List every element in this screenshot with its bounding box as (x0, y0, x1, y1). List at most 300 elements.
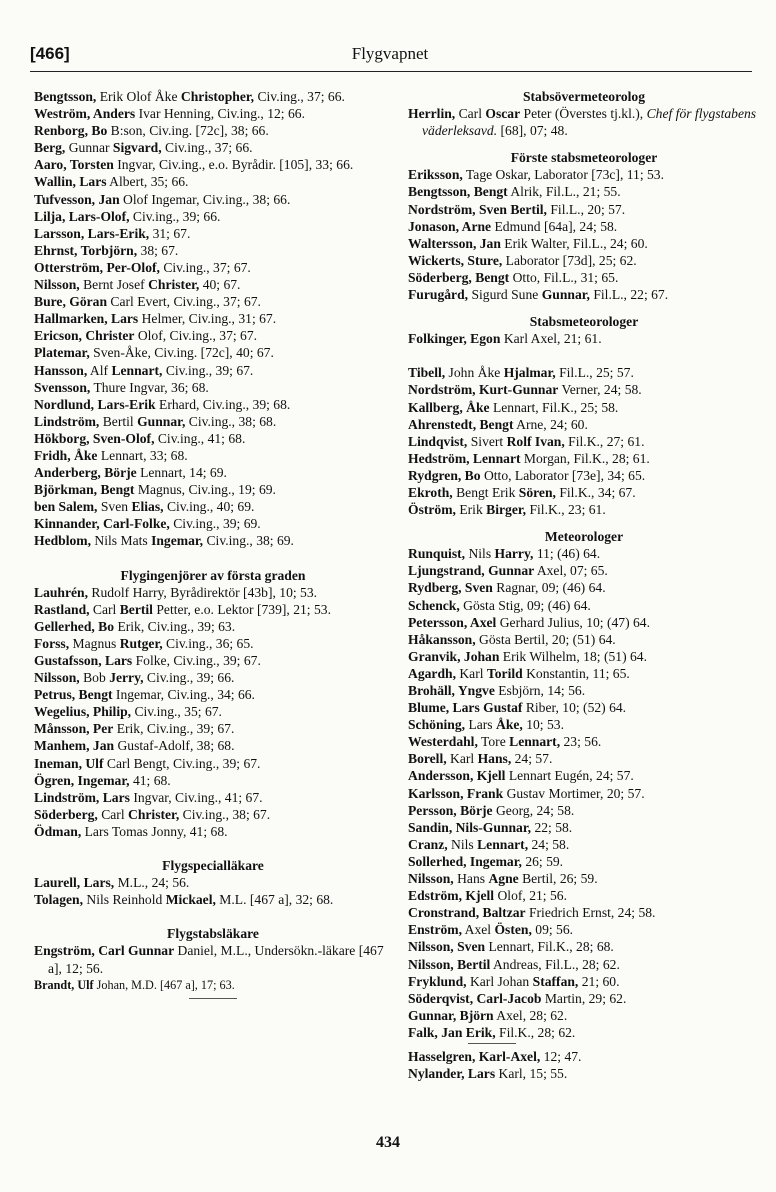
register-entry (408, 973, 760, 990)
entry-details: Bertil (99, 413, 138, 429)
entry-surname: Nordström, Sven Bertil, (408, 201, 547, 217)
entry-details: Erik, Civ.ing., 39; 67. (113, 721, 235, 737)
entry-call-name: Hjalmar, (503, 365, 556, 381)
entry-details: M.L., 24; 56. (114, 875, 190, 891)
entry-call-name: Östen, (494, 922, 532, 938)
entry-details: Bengt Erik (452, 484, 519, 500)
left-column (34, 88, 392, 999)
register-entry (34, 635, 392, 652)
entry-surname: Edström, Kjell (408, 888, 495, 904)
entry-details-cont: Civ.ing., 38; 67. (179, 806, 271, 822)
entry-surname: Ögren, Ingemar, (34, 772, 130, 788)
register-entry (34, 88, 392, 105)
register-entry (34, 601, 392, 618)
register-entry (34, 362, 392, 379)
register-entry (408, 235, 760, 252)
entry-surname: Hedström, Lennart (408, 450, 521, 466)
page-header (30, 44, 750, 72)
register-entry (408, 597, 760, 614)
entry-surname: Bengtsson, (34, 89, 97, 104)
right-column (408, 88, 760, 1082)
entry-details: Arne, 24; 60. (513, 416, 588, 432)
entry-surname: Wallin, Lars (34, 174, 107, 190)
entry-surname: Nordström, Kurt-Gunnar (408, 382, 559, 398)
entry-surname: Gustafsson, Lars (34, 653, 133, 668)
entry-details-cont: Civ.ing., 38; 68. (185, 413, 277, 429)
entry-details-cont: Peter (Överstes tj.kl.), (520, 106, 647, 122)
entry-details: 38; 67. (137, 242, 179, 258)
entry-surname: Engström, Carl Gunnar (34, 943, 175, 959)
entry-surname: Sollerhed, Ingemar, (408, 853, 522, 869)
entry-details: Carl (97, 806, 129, 822)
entry-details-cont: Civ.ing., 37; 66. (254, 89, 345, 104)
register-entry (34, 737, 392, 754)
entry-details: Ingvar, Civ.ing., e.o. Byrådir. [105], 33; 66. (113, 157, 354, 173)
entry-details: Carl Evert, Civ.ing., 37; 67. (107, 294, 261, 310)
entry-call-name: Agne (488, 871, 519, 887)
entry-surname: Laurell, Lars, (34, 875, 115, 891)
register-entry (408, 467, 760, 484)
separator-rule (468, 1043, 516, 1044)
entry-surname: Fridh, Åke (34, 447, 98, 463)
entry-details: Civ.ing., 39; 66. (129, 208, 221, 224)
entry-details: Fil.L., 20; 57. (546, 201, 626, 217)
register-entry (408, 364, 760, 381)
register-entry (408, 579, 760, 596)
entry-surname: Svensson, (34, 379, 91, 395)
entry-details: Karl Johan (466, 973, 533, 989)
entry-details: John Åke (445, 365, 504, 381)
register-entry (408, 785, 760, 802)
register-entry (408, 921, 760, 938)
right-section (408, 88, 760, 139)
section-heading: Stabsmeteorologer (529, 314, 639, 330)
header-rule (30, 71, 752, 72)
entry-surname: Bure, Göran (34, 294, 108, 310)
entry-surname: Forss, (34, 635, 70, 651)
entry-surname: Öström, (408, 502, 456, 518)
entry-details: Erik Wilhelm, 18; (51) 64. (499, 648, 647, 664)
entry-details-cont: 21; 60. (578, 973, 620, 989)
entry-surname: Tufvesson, Jan (34, 191, 120, 207)
entry-details: Morgan, Fil.K., 28; 61. (520, 450, 650, 466)
entry-details: 22; 58. (531, 819, 573, 835)
register-entry (408, 545, 760, 562)
section-heading: Flygstabsläkare (167, 926, 259, 942)
register-entry (34, 464, 392, 481)
entry-details: Karl (455, 665, 487, 681)
entry-call-name: Jerry, (109, 670, 144, 686)
entry-surname: Waltersson, Jan (408, 235, 501, 251)
entry-details-cont: Civ.ing., 40; 69. (163, 499, 255, 515)
entry-position: Chef för flygstabens väderleksavd. (422, 106, 757, 139)
entry-details: Carl Bengt, Civ.ing., 39; 67. (103, 755, 261, 771)
entry-call-name: Staffan, (532, 973, 579, 989)
section-heading: Meteorologer (544, 529, 624, 545)
entry-surname: Aaro, Torsten (34, 157, 114, 173)
register-entry (408, 286, 760, 303)
register-entry (408, 990, 760, 1007)
entry-details: Magnus, Civ.ing., 19; 69. (134, 482, 276, 498)
entry-details: Lars Tomas Jonny, 41; 68. (81, 823, 228, 839)
entry-details: Alf (87, 362, 112, 378)
entry-surname: Brohäll, Yngve (408, 683, 495, 698)
register-entry (408, 938, 760, 955)
page-reference: [466] (30, 44, 70, 63)
register-entry (408, 381, 760, 398)
entry-details-cont: 40; 67. (199, 277, 241, 293)
entry-details: Ivar Henning, Civ.ing., 12; 66. (135, 106, 305, 122)
register-entry (408, 166, 760, 183)
right-section (408, 303, 760, 518)
entry-surname: Renborg, Bo (34, 123, 108, 139)
entry-surname: Tolagen, (34, 892, 83, 908)
entry-surname: Otterström, Per-Olof, (34, 259, 160, 275)
entry-details: Ingemar, Civ.ing., 34; 66. (112, 687, 255, 703)
left-section (34, 88, 392, 550)
register-entry (34, 156, 392, 173)
entry-details: Olof, Civ.ing., 37; 67. (134, 328, 258, 344)
entry-details: Lars (465, 717, 496, 733)
entry-details: Lennart, Fil.K., 25; 58. (489, 399, 619, 415)
entry-call-name: Christer, (148, 277, 200, 293)
entry-surname: Nylander, Lars (408, 1066, 496, 1082)
entry-call-name: Christopher, (180, 89, 255, 104)
register-entry (34, 755, 392, 772)
entry-details: Friedrich Ernst, 24; 58. (525, 905, 656, 921)
entry-details: Daniel, M.L., Undersökn.-läkare [467 a], 12; 56. (48, 943, 384, 976)
entry-details: 26; 59. (521, 853, 564, 869)
entry-surname: Petrus, Bengt (34, 687, 113, 703)
register-entry (408, 399, 760, 416)
register-entry (34, 447, 392, 464)
entry-surname: Rydberg, Sven (408, 580, 493, 596)
register-entry (408, 218, 760, 235)
entry-details: Axel, 07; 65. (534, 563, 608, 579)
register-entry (34, 669, 392, 686)
entry-surname: Ericson, Christer (34, 328, 135, 344)
entry-surname: Ljungstrand, Gunnar (408, 563, 535, 579)
entry-call-name: Lennart, (111, 362, 163, 378)
register-entry (408, 614, 760, 631)
register-entry (408, 836, 760, 853)
register-entry (34, 652, 392, 669)
entry-surname: Blume, Lars Gustaf (408, 700, 523, 716)
entry-surname: Björkman, Bengt (34, 482, 135, 498)
entry-details: Albert, 35; 66. (106, 174, 189, 190)
entry-call-name: Åke, (496, 717, 523, 733)
register-entry (34, 396, 392, 413)
entry-details: Sven-Åke, Civ.ing. [72c], 40; 67. (89, 345, 274, 361)
entry-details: Nils Mats (91, 533, 152, 549)
register-entry (34, 344, 392, 361)
entry-surname: Nilsson, Bertil (408, 956, 491, 972)
register-entry (34, 720, 392, 737)
entry-surname: Rastland, (34, 601, 90, 617)
entry-call-name: Hans, (477, 751, 512, 767)
right-section (408, 139, 760, 303)
entry-surname: Nilsson, (408, 871, 454, 887)
register-entry (408, 330, 760, 347)
entry-details: Otto, Fil.L., 31; 65. (509, 269, 619, 285)
entry-details: Gösta Stig, 09; (46) 64. (459, 597, 591, 613)
entry-surname: Anderberg, Börje (34, 465, 137, 481)
entry-call-name: Rolf Ivan, (506, 433, 565, 449)
entry-details: Olof Ingemar, Civ.ing., 38; 66. (119, 191, 291, 207)
entry-surname: Nilsson, (34, 670, 80, 686)
register-entry (408, 904, 760, 921)
entry-details: Nils (465, 546, 495, 562)
register-entry (34, 772, 392, 789)
entry-surname: Sandin, Nils-Gunnar, (408, 819, 532, 835)
register-entry (34, 942, 392, 976)
entry-call-name: Birger, (486, 502, 527, 518)
register-entry (34, 242, 392, 259)
entry-surname: Persson, Börje (408, 802, 493, 818)
entry-call-name: Lennart, (509, 734, 561, 750)
entry-surname: Hansson, (34, 362, 88, 378)
entry-call-name: Ingemar, (151, 533, 204, 549)
entry-details: Georg, 24; 58. (492, 802, 575, 818)
register-entry (34, 515, 392, 532)
left-section (34, 840, 392, 908)
section-spacer (34, 550, 392, 567)
entry-details: Lennart, Fil.K., 28; 68. (485, 939, 614, 955)
entry-details: Ragnar, 09; (46) 64. (492, 580, 606, 596)
register-entry (408, 870, 760, 887)
register-entry (408, 1065, 760, 1082)
entry-surname: Borell, (408, 751, 447, 767)
entry-surname: Schenck, (408, 597, 460, 613)
entry-surname: Gellerhed, Bo (34, 618, 115, 634)
entry-details: Sven (97, 499, 132, 515)
entry-surname: Håkansson, (408, 631, 476, 647)
entry-surname: Petersson, Axel (408, 614, 497, 630)
entry-surname: Hedblom, (34, 533, 92, 549)
entry-details-cont: Petter, e.o. Lektor [739], 21; 53. (152, 601, 331, 617)
register-entry (408, 767, 760, 784)
register-entry (34, 105, 392, 122)
entry-details: Erik Walter, Fil.L., 24; 60. (500, 235, 648, 251)
entry-details-cont: 10; 53. (522, 717, 564, 733)
entry-surname: Bengtsson, Bengt (408, 184, 508, 200)
entry-details: Gunnar (65, 140, 113, 156)
register-entry (408, 819, 760, 836)
entry-details-cont: 24; 57. (511, 751, 553, 767)
entry-surname: Cronstrand, Baltzar (408, 905, 526, 921)
entry-call-name: Gunnar, (137, 413, 186, 429)
entry-details: Erik, Civ.ing., 39; 63. (114, 618, 236, 634)
entry-details: Axel, 28; 62. (493, 1007, 568, 1023)
entry-surname: Hasselgren, Karl-Axel, (408, 1048, 541, 1064)
register-entry (408, 269, 760, 286)
section-heading: Flygingenjörer av första graden (120, 567, 306, 583)
entry-surname: Kallberg, Åke (408, 399, 490, 415)
entry-surname: Nilsson, Sven (408, 939, 486, 955)
entry-details: 12; 47. (540, 1048, 582, 1064)
section-spacer (408, 518, 760, 528)
register-entry (408, 201, 760, 218)
entry-surname: Ehrnst, Torbjörn, (34, 242, 138, 258)
entry-details: Fil.K., 28; 62. (495, 1024, 576, 1040)
entry-details: Tage Oskar, Laborator [73c], 11; 53. (462, 167, 664, 183)
register-entry (408, 956, 760, 973)
register-entry (34, 379, 392, 396)
entry-details: Karl (446, 751, 478, 767)
section-spacer (408, 139, 760, 149)
entry-surname: Enström, (408, 922, 462, 938)
register-entry (34, 259, 392, 276)
entry-surname: Lindqvist, (408, 433, 468, 449)
entry-details: Laborator [73d], 25; 62. (502, 252, 637, 268)
entry-surname: Andersson, Kjell (408, 768, 506, 784)
left-section (34, 908, 392, 998)
entry-surname: Gunnar, Björn (408, 1007, 494, 1023)
register-entry (408, 562, 760, 579)
entry-surname: Furugård, (408, 287, 469, 303)
register-entry (408, 433, 760, 450)
entry-details-cont: M.L. [467 a], 32; 68. (215, 892, 334, 908)
entry-details-cont: 11; (46) 64. (533, 546, 601, 562)
entry-spacer (408, 347, 760, 364)
entry-surname: Jonason, Arne (408, 218, 492, 234)
entry-details: Civ.ing., 39; 69. (169, 516, 261, 532)
entry-details-cont: Civ.ing., 37; 66. (161, 140, 253, 156)
register-entry (408, 887, 760, 904)
entry-details: Bernt Josef (79, 277, 149, 293)
entry-surname: Wegelius, Philip, (34, 704, 132, 720)
register-entry (34, 789, 392, 806)
entry-details: Martin, 29; 62. (541, 990, 627, 1006)
entry-details-cont: Konstantin, 11; 65. (522, 665, 630, 681)
entry-details-cont: Civ.ing., 36; 65. (162, 635, 254, 651)
entry-surname: Ineman, Ulf (34, 755, 104, 771)
register-entry (34, 173, 392, 190)
entry-details-cont: Fil.K., 34; 67. (555, 484, 636, 500)
entry-details: Riber, 10; (52) 64. (522, 700, 627, 716)
entry-surname: Manhem, Jan (34, 738, 115, 754)
entry-details-cont: 23; 56. (560, 734, 602, 750)
entry-surname: Hallmarken, Lars (34, 311, 139, 327)
register-entry (34, 208, 392, 225)
entry-details: Axel (462, 922, 495, 938)
register-entry (34, 122, 392, 139)
entry-details: Esbjörn, 14; 56. (494, 683, 586, 698)
register-entry (408, 631, 760, 648)
register-entry (34, 327, 392, 344)
register-entry (34, 310, 392, 327)
register-entry (408, 682, 760, 699)
entry-surname: Agardh, (408, 665, 456, 681)
entry-surname: Lilja, Lars-Olof, (34, 208, 130, 224)
section-spacer (34, 840, 392, 857)
register-entry (34, 225, 392, 242)
entry-details-cont: Fil.K., 27; 61. (564, 433, 645, 449)
entry-details: Erhard, Civ.ing., 39; 68. (155, 396, 291, 412)
entry-call-name: Christer, (128, 806, 180, 822)
entry-details: Ingvar, Civ.ing., 41; 67. (129, 789, 263, 805)
entry-surname: Larsson, Lars-Erik, (34, 225, 150, 241)
entry-call-name: Bertil (119, 601, 153, 617)
entry-call-name: Rutger, (119, 635, 163, 651)
entry-call-name: Lennart, (477, 836, 529, 852)
entry-surname: Fryklund, (408, 973, 467, 989)
entry-details: Johan, M.D. [467 a], 17; 63. (93, 977, 235, 992)
register-entry (34, 481, 392, 498)
entry-surname: Ahrenstedt, Bengt (408, 416, 514, 432)
entry-surname: Rydgren, Bo (408, 467, 481, 483)
entry-details-cont: Civ.ing., 39; 67. (162, 362, 254, 378)
section-spacer (34, 908, 392, 925)
entry-surname: Cranz, (408, 836, 448, 852)
register-entry (408, 501, 760, 518)
register-entry (408, 750, 760, 767)
register-entry (34, 276, 392, 293)
entry-surname: Wickerts, Sture, (408, 252, 503, 268)
section-spacer (408, 303, 760, 313)
entry-details-cont: Fil.L., 25; 57. (555, 365, 634, 381)
entry-details: Nils Reinhold (82, 892, 166, 908)
entry-details: Gustaf-Adolf, 38; 68. (114, 738, 235, 754)
entry-details: 41; 68. (129, 772, 171, 788)
entry-details: Magnus (69, 635, 120, 651)
entry-details: Karl, 15; 55. (495, 1066, 568, 1082)
entry-surname: Folkinger, Egon (408, 331, 501, 347)
register-entry (408, 699, 760, 716)
entry-details: Verner, 24; 58. (558, 382, 642, 398)
entry-details: Folke, Civ.ing., 39; 67. (132, 653, 261, 668)
register-entry (34, 191, 392, 208)
entry-details: Carl (89, 601, 120, 617)
entry-details: Hans (453, 871, 489, 887)
entry-details: Olof, 21; 56. (494, 888, 567, 904)
entry-surname: Westerdahl, (408, 734, 478, 750)
entry-call-name: Harry, (494, 546, 534, 562)
entry-details-cont: Civ.ing., 39; 66. (143, 670, 235, 686)
register-entry (408, 252, 760, 269)
entry-surname: Berg, (34, 140, 66, 156)
register-entry (34, 498, 392, 515)
entry-details: Alrik, Fil.L., 21; 55. (507, 184, 621, 200)
entry-details: Tore (477, 734, 510, 750)
register-entry (408, 716, 760, 733)
entry-details: Nils (447, 836, 478, 852)
entry-surname: ben Salem, (34, 499, 98, 515)
entry-details-cont: Fil.K., 23; 61. (526, 502, 606, 518)
entry-surname: Schöning, (408, 717, 466, 733)
entry-details: Erik Olof Åke (96, 89, 181, 104)
entry-surname: Tibell, (408, 365, 446, 381)
entry-details: Civ.ing., 37; 67. (159, 259, 251, 275)
entry-surname: Lindström, Lars (34, 789, 130, 805)
section-heading: Förste stabsmeteorologer (510, 150, 658, 166)
column-end-rule (189, 998, 237, 999)
entry-details: Andreas, Fil.L., 28; 62. (490, 956, 620, 972)
register-entry (34, 584, 392, 601)
register-entry (34, 532, 392, 549)
entry-details-cont: Bertil, 26; 59. (518, 871, 598, 887)
entry-call-name: Gunnar, (541, 287, 590, 303)
entry-surname: Månsson, Per (34, 721, 114, 737)
entry-surname: Eriksson, (408, 167, 463, 183)
entry-surname: Kinnander, Carl-Folke, (34, 516, 170, 532)
entry-surname: Nordlund, Lars-Erik (34, 396, 156, 412)
entry-details: Civ.ing., 35; 67. (131, 704, 222, 720)
entry-surname: Herrlin, (408, 106, 456, 122)
entry-call-name: Mickael, (165, 892, 216, 908)
entry-surname: Granvik, Johan (408, 648, 500, 664)
entry-details: Karl Axel, 21; 61. (500, 331, 602, 347)
